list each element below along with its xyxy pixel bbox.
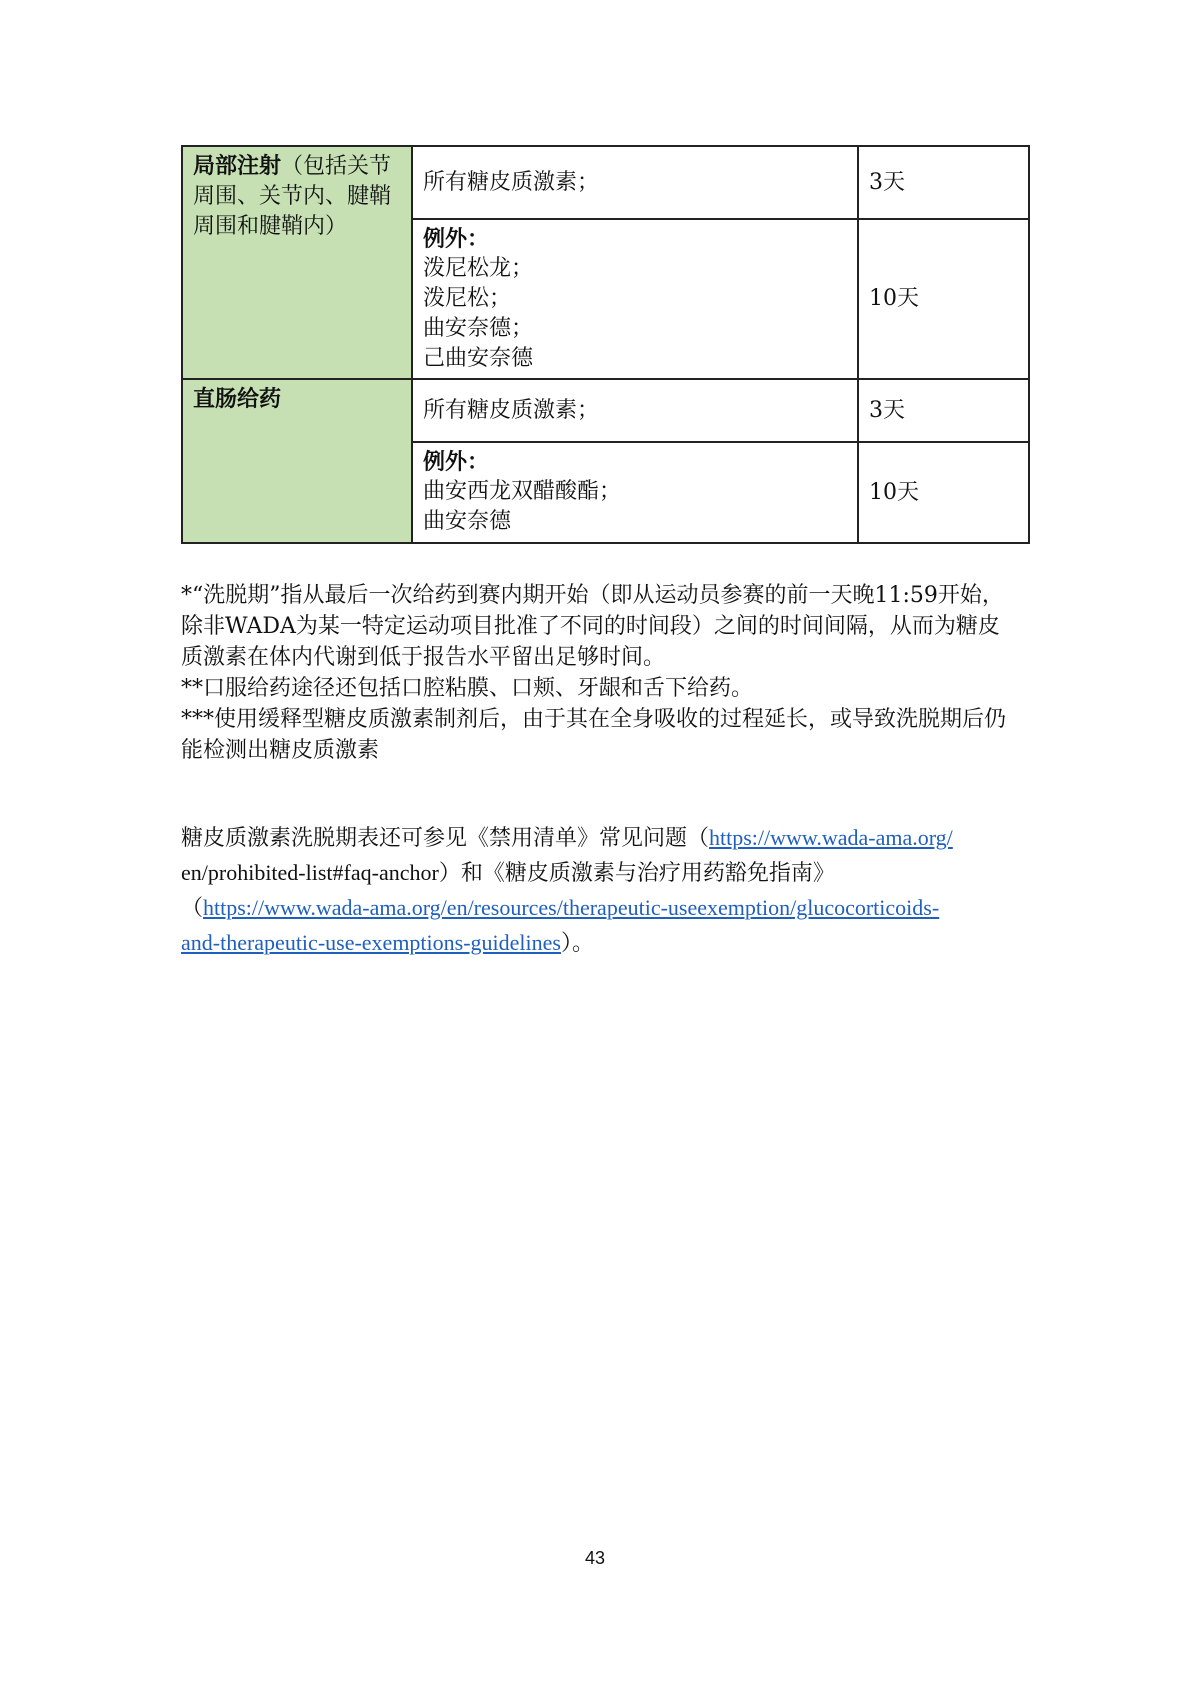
days-cell: 3天 [858, 146, 1029, 219]
exception-heading: 例外： [423, 226, 490, 252]
drug-cell: 所有糖皮质激素； [412, 379, 858, 442]
reference-mid: ）和《糖皮质激素与治疗用药豁免指南》 [438, 860, 835, 885]
exception-cell [412, 219, 858, 379]
days-cell: 3天 [858, 379, 1029, 442]
exception-heading: 例外： [423, 449, 490, 475]
washout-table [181, 145, 1030, 544]
days-cell: 10天 [858, 442, 1029, 543]
route-cell-local-injection [182, 146, 412, 379]
guidelines-link[interactable]: https://www.wada-ama.org/en/resources/therapeutic-useexemption/glucocorticoids- [203, 895, 940, 920]
route-cell-rectal [182, 379, 412, 543]
open-paren: （ [181, 895, 204, 920]
drug-line: 曲安奈德； [423, 316, 534, 341]
footnote-slow-release: ***使用缓释型糖皮质激素制剂后，由于其在全身吸收的过程延长，或导致洗脱期后仍能检测出糖皮质激素 [181, 707, 1007, 763]
route-title: 局部注射 [193, 153, 282, 179]
drug-line: 泼尼松； [423, 286, 512, 311]
page-number: 43 [584, 1548, 606, 1568]
exception-cell [412, 442, 858, 543]
footnote-oral: **口服给药途径还包括口腔粘膜、口颊、牙龈和舌下给药。 [181, 676, 754, 701]
reference-end: ）。 [560, 930, 594, 955]
reference-intro: 糖皮质激素洗脱期表还可参见《禁用清单》常见问题（ [181, 825, 710, 850]
faq-link-continued[interactable]: en/prohibited-list#faq-anchor [181, 860, 439, 885]
route-title: 直肠给药 [193, 386, 282, 412]
references-paragraph [181, 820, 1031, 960]
drug-line: 己曲安奈德 [423, 346, 534, 371]
drug-line: 曲安奈德 [423, 509, 512, 534]
guidelines-link-continued[interactable]: and-therapeutic-use-exemptions-guidelines [181, 930, 561, 955]
drug-line: 泼尼松龙； [423, 256, 534, 281]
route-detail: （包括关节周围、关节内、腱鞘周围和腱鞘内） [193, 154, 392, 239]
footnote-washout: *“洗脱期”指从最后一次给药到赛内期开始（即从运动员参赛的前一天晚11:59开始，除非WADA为某一特定运动项目批准了不同的时间段）之间的时间间隔，从而为糖皮质激素在体内代谢到低于报告水平留出足够时间。 [181, 583, 1004, 670]
drug-cell: 所有糖皮质激素； [412, 146, 858, 219]
footnotes [181, 580, 1021, 766]
drug-line: 曲安西龙双醋酸酯； [423, 479, 622, 504]
faq-link[interactable]: https://www.wada-ama.org/ [709, 825, 953, 850]
days-cell: 10天 [858, 219, 1029, 379]
